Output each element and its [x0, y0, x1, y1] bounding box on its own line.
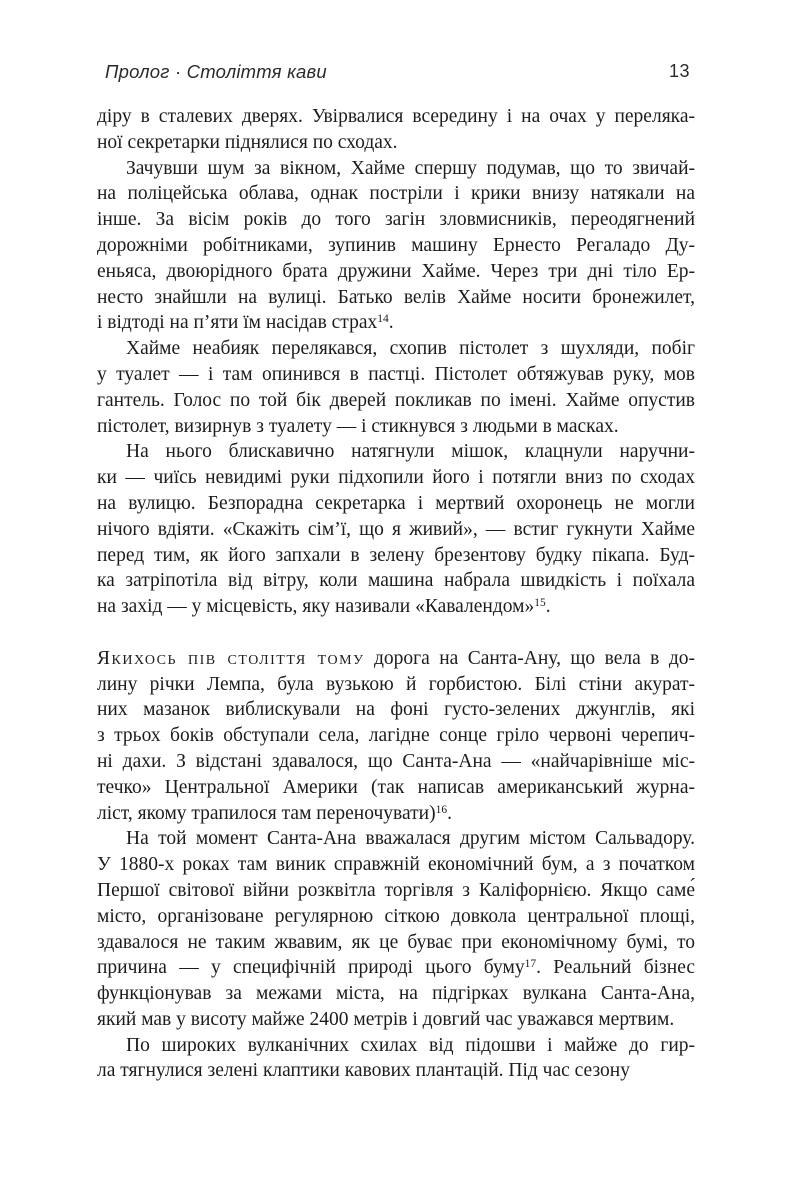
text-line: Хайме неабияк перелякався, схопив пістолет з шухляди, побіг: [126, 338, 695, 360]
paragraph: [97, 1033, 695, 1085]
text-line: ліст, якому трапилося там переночувати)$^{16}$.: [97, 802, 452, 824]
text-line: несто знайшли на вулиці. Батько велів Хайме носити бронежилет,: [97, 286, 695, 308]
text-line: ка затріпотіла від вітру, коли машина набрала швидкість і поїхала: [97, 570, 695, 592]
body-text-block: [97, 104, 695, 1084]
section-opening-smallcaps: Якихось пів століття тому: [97, 647, 365, 669]
text-line: здавалося не таким жвавим, як це буває при економічному бумі, то: [97, 931, 695, 953]
paragraph: [97, 439, 695, 620]
text-line: на поліцейська облава, однак постріли і крики внизу натякали на: [97, 183, 695, 205]
paragraph: [97, 646, 695, 827]
paragraph: [97, 104, 695, 156]
text-line: дорожніми робітниками, зупинив машину Ернесто Регаладо Ду-: [97, 234, 695, 256]
text-line: Зачувши шум за вікном, Хайме спершу подумав, що то звичай-: [126, 157, 695, 179]
running-header-title: Пролог · Століття кави: [105, 61, 327, 82]
text-line: який мав у висоту майже 2400 метрів і довгий час уважався мертвим.: [97, 1008, 675, 1030]
text-line: ні дахи. З відстані здавалося, що Санта-Ана — «найчарівніше міс-: [97, 750, 695, 772]
text-line: них мазанок виблискували на фоні густо-зелених джунглів, які: [97, 699, 695, 721]
paragraph: [97, 156, 695, 337]
text-line: Першої світової війни розквітла торгівля з Каліфорнією. Якщо саме́: [97, 879, 695, 901]
text-line: у туалет — і там опинився в пастці. Пістолет обтяжував руку, мов: [97, 363, 695, 385]
footnote-reference: 14: [377, 313, 389, 326]
text-line: На той момент Санта-Ана вважалася другим містом Сальвадору.: [126, 828, 695, 850]
text-line: У 1880-х роках там виник справжній економічний бум, а з початком: [97, 854, 695, 876]
paragraph: [97, 826, 695, 1032]
text-line: ки — чиїсь невидимі руки підхопили його і потягли вниз по сходах: [97, 467, 695, 489]
text-line: гантель. Голос по той бік дверей покликав по імені. Хайме опустив: [97, 389, 695, 411]
text-line: діру в сталевих дверях. Увірвалися всередину і на очах у переляка-: [97, 106, 695, 127]
paragraph: [97, 336, 695, 439]
page-number: 13: [668, 61, 690, 81]
text-line: На нього блискавично натягнули мішок, клацнули наручни-: [126, 441, 695, 463]
text-line: на захід — у місцевість, яку називали «Кавалендом»$^{15}$.: [97, 596, 551, 618]
text-line: Якихось пів століття тому дорога на Санта-Ану, що вела в до-: [97, 647, 695, 669]
text-line: місто, організоване регулярною сіткою довкола центральної площі,: [97, 905, 695, 927]
text-line: По широких вулканічних схилах від підошви і майже до гир-: [126, 1034, 695, 1056]
text-line: пістолет, визирнув з туалету — і стикнувся з людьми в масках.: [97, 415, 619, 437]
text-line: інше. За вісім років до того загін зловмисників, переодягнений: [97, 209, 695, 231]
text-line: ної секретарки піднялися по сходах.: [97, 131, 398, 153]
text-line: еньяса, двоюрідного брата дружини Хайме. Через три дні тіло Ер-: [97, 260, 695, 282]
text-line: і відтоді на п’яти їм насідав страх$^{14}$.: [97, 312, 394, 334]
text-line: лину річки Лемпа, була вузькою й горбистою. Білі стіни акурат-: [97, 673, 695, 695]
text-line: на вулицю. Безпорадна секретарка і мертвий охоронець не могли: [97, 492, 695, 514]
text-line: нічого вдіяти. «Скажіть сім’ї, що я живий», — встиг гукнути Хайме: [97, 518, 695, 540]
text-line: функціонував за межами міста, на підгірках вулкана Санта-Ана,: [97, 983, 695, 1005]
footnote-reference: 16: [435, 803, 448, 816]
text-line: перед тим, як його запхали в зелену брезентову будку пікапа. Буд-: [97, 544, 695, 566]
text-line: ла тягнулися зелені клаптики кавових плантацій. Під час сезону: [97, 1060, 630, 1082]
footnote-reference: 17: [524, 958, 537, 971]
footnote-reference: 15: [534, 597, 546, 610]
text-line: причина — у специфічній природі цього буму$^{17}$. Реальний бізнес: [97, 957, 695, 979]
text-line: течко» Центральної Америки (так написав американський журна-: [97, 776, 695, 798]
text-line: з трьох боків обступали села, лагідне сонце гріло червоні черепич-: [97, 725, 695, 747]
